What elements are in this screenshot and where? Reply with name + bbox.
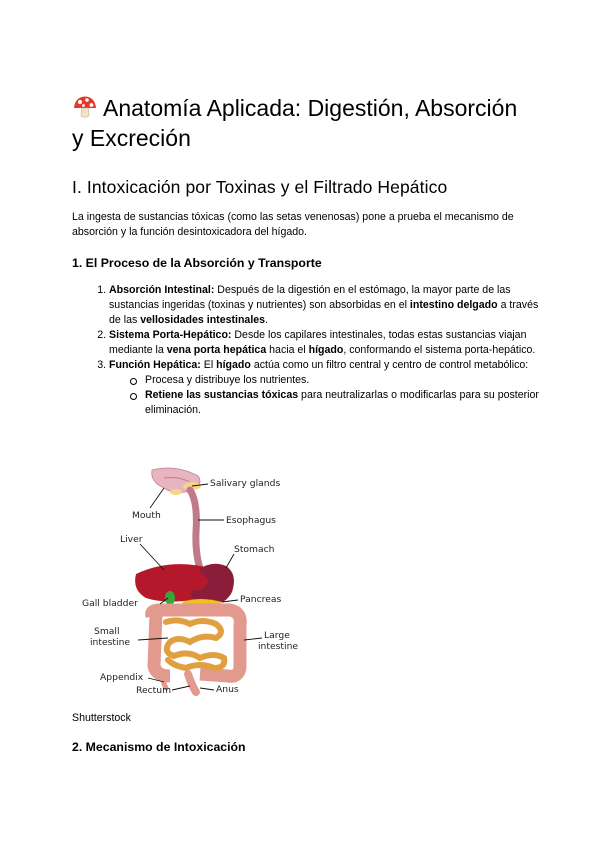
esophagus-shape (190, 490, 202, 574)
label-large-intestine: Large (264, 630, 290, 641)
document-title (72, 93, 532, 153)
steps-list (90, 283, 549, 418)
list-item: 3. Función Hepática: El hígado actúa como un filtro central y centro de control metabólico: Procesa y distribuye los nutrientes. Retiene las sustancias tóxicas para neutralizarlas o modificarlas para su posterior eliminación. (109, 358, 549, 418)
mushroom-icon (72, 95, 98, 119)
label-small-intestine: intestine (90, 637, 131, 648)
list-item: 1. Absorción Intestinal: Después de la digestión en el estómago, la mayor parte de las sustancias ingeridas (toxinas y nutrientes) son absorbidas en el intestino delgado a través de las vellosidades intestinales. (109, 283, 549, 328)
label-anus: Anus (216, 684, 239, 695)
label-appendix: Appendix (100, 672, 144, 683)
label-small-intestine: Small (94, 626, 120, 637)
gallbladder-shape (165, 591, 175, 605)
label-liver: Liver (120, 534, 143, 545)
label-large-intestine: intestine (258, 641, 299, 652)
figure-caption: Shutterstock (72, 712, 131, 724)
list-item: Procesa y distribuye los nutrientes. (130, 373, 549, 388)
intro-paragraph: La ingesta de sustancias tóxicas (como las setas venenosas) pone a prueba el mecanismo de absorción y la función desintoxicadora del hígado. (72, 211, 514, 238)
subheading-intoxication: 2. Mecanismo de Intoxicación (72, 740, 246, 754)
sub-bullet-list (109, 373, 549, 418)
document-title-text: Anatomía Aplicada: Digestión, Absorción y Excreción (72, 95, 518, 151)
label-esophagus: Esophagus (226, 515, 276, 526)
small-intestine-shape (166, 620, 224, 668)
label-salivary-glands: Salivary glands (210, 478, 281, 489)
label-mouth: Mouth (132, 510, 161, 521)
subheading-absorption: 1. El Proceso de la Absorción y Transporte (72, 256, 322, 270)
rectum-shape (188, 674, 196, 692)
label-rectum: Rectum (136, 685, 172, 696)
section-heading-1: I. Intoxicación por Toxinas y el Filtrado Hepático (72, 177, 448, 197)
digestive-system-diagram (80, 462, 310, 702)
label-pancreas: Pancreas (240, 594, 282, 605)
label-gall-bladder: Gall bladder (82, 598, 138, 609)
label-stomach: Stomach (234, 544, 275, 555)
list-item: 2. Sistema Porta-Hepático: Desde los capilares intestinales, todas estas sustancias viajan mediante la vena porta hepática hacia el hígado, conformando el sistema porta-hepático. (109, 328, 549, 358)
salivary-gland-shape (170, 489, 182, 495)
list-item: Retiene las sustancias tóxicas para neutralizarlas o modificarlas para su posterior eliminación. (130, 388, 549, 418)
